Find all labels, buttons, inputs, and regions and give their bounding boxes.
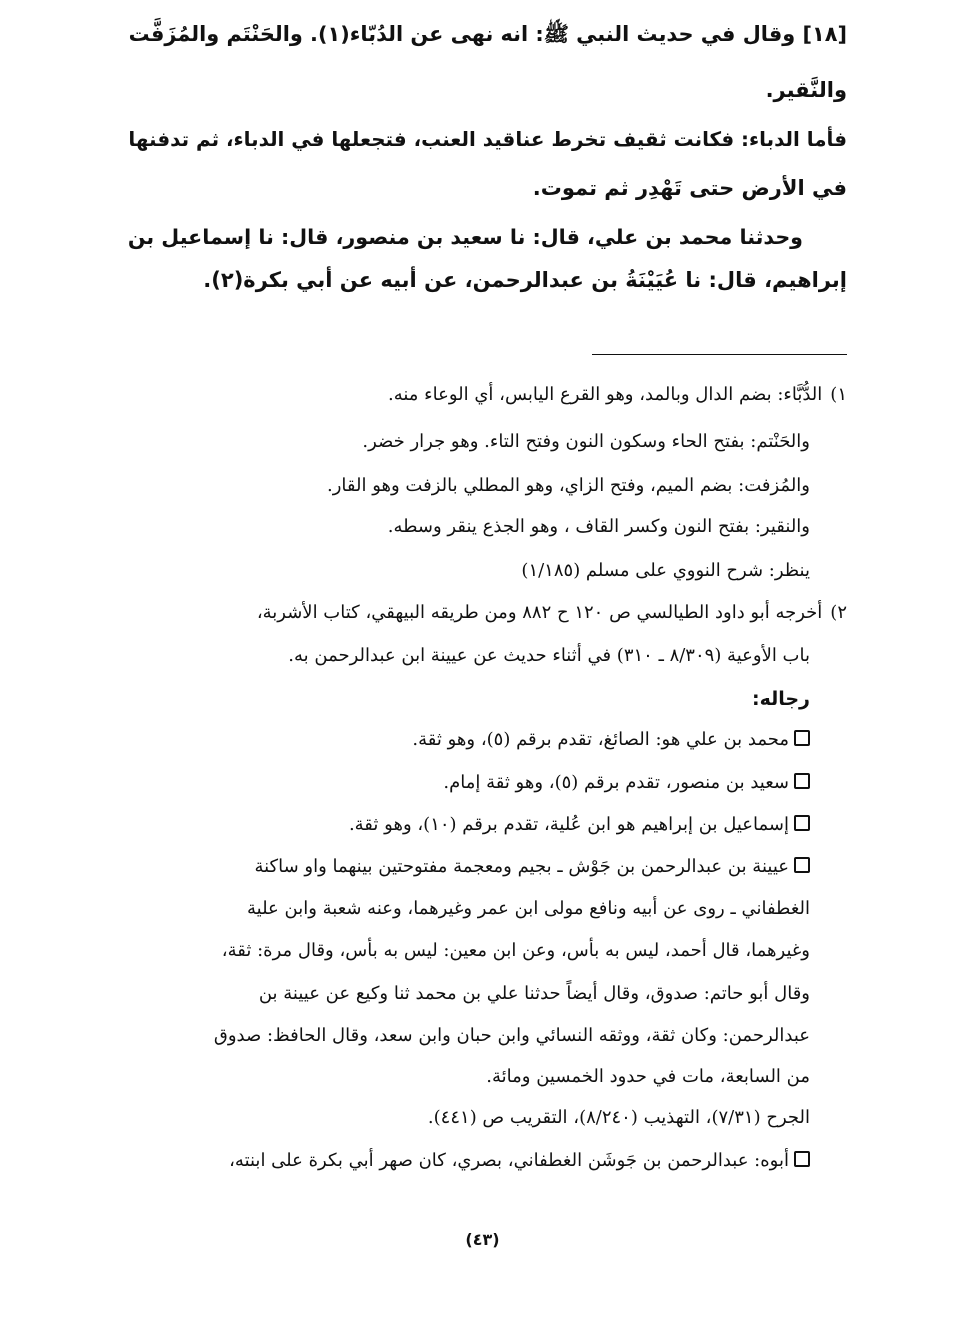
narrator-entry [443,772,810,793]
footnote-number: ١) [830,384,847,405]
footnote-1-line [388,384,847,405]
footnote-1-line: والحَنْتم: بفتح الحاء وسكون النون وفتح التاء. وهو جرار خضر. [362,431,810,452]
main-text-line: والنَّقير. [765,78,847,102]
page-number: (٤٣) [465,1230,500,1249]
footnote-2-line [257,602,847,623]
main-text-line: [١٨] وقال في حديث النبي ﷺ: انه نهى عن الدُبّاء(١). والحَنْتَم والمُزَفَّت [128,22,847,46]
main-text-line: وحدثنا محمد بن علي، قال: نا سعيد بن منصور، قال: نا إسماعيل بن [127,225,803,249]
main-text-line: في الأرض حتى تَهْدِر ثم تموت. [532,176,847,200]
narrator-references: الجرح (٧/٣١)، التهذيب (٨/٢٤٠)، التقريب ص (٤٤١). [427,1107,810,1128]
narrator-text: عيينة بن عبدالرحمن بن جَوْش ـ بجيم ومعجمة مفتوحتين بينهما واو ساكنة [254,856,789,877]
narrator-entry [412,729,810,750]
narrator-entry [229,1150,810,1171]
checkbox-square-icon [794,1151,810,1167]
narrator-entry [349,814,810,835]
footnote-1-line: والمُزفت: بضم الميم، وفتح الزاي، وهو المطلي بالزفت وهو القار. [327,475,810,496]
narrator-entry [254,856,810,877]
narrator-text: محمد بن علي هو: الصائغ، تقدم برقم (٥)، وهو ثقة. [412,729,789,750]
checkbox-square-icon [794,857,810,873]
narrator-continuation: الغطفاني ـ روى عن أبيه ونافع مولى ابن عمر وغيرهما، وعنه شعبة وابن علية [246,898,810,919]
footnote-1-line: ينظر: شرح النووي على مسلم (١/١٨٥) [521,560,810,581]
narrator-continuation: وقال أبو حاتم: صدوق، وقال أيضاً حدثنا علي بن محمد ثنا وكيع عن عيينة بن [258,983,810,1004]
footnote-separator [592,354,847,355]
checkbox-square-icon [794,730,810,746]
checkbox-square-icon [794,773,810,789]
rijal-heading: رجاله: [751,688,810,710]
footnote-1-line: والنقير: بفتح النون وكسر القاف ، وهو الجذع ينقر وسطه. [387,516,810,537]
footnote-2-line: باب الأوعية (٨/٣٠٩ ـ ٣١٠) في أثناء حديث عن عيينة ابن عبدالرحمن به. [288,645,810,666]
main-text-line: إبراهيم، قال: نا عُيَيْنَةُ بن عبدالرحمن، عن أبيه عن أبي بكرة(٢). [203,268,847,292]
narrator-text: سعيد بن منصور، تقدم برقم (٥)، وهو ثقة إمام. [443,772,789,793]
footnote-text: أخرجه أبو داود الطيالسي ص ١٢٠ ح ٨٨٢ ومن طريقه البيهقي، كتاب الأشربة، [256,602,823,623]
narrator-continuation: من السابعة، مات في حدود الخمسين ومائة. [486,1066,810,1087]
narrator-text: إسماعيل بن إبراهيم هو ابن عُلية، تقدم برقم (١٠)، وهو ثقة. [348,814,789,835]
footnote-text: الدُّبَّاء: بضم الدال وبالمد، وهو القرع اليابس، أي الوعاء منه. [387,384,823,405]
narrator-text: أبوه: عبدالرحمن بن جَوشَن الغطفاني، بصري، كان صهر أبي بكرة على ابنته، [229,1150,789,1171]
narrator-continuation: وغيرهما، قال أحمد، ليس به بأس، وعن ابن معين: ليس به بأس، وقال مرة: ثقة، [221,940,810,961]
checkbox-square-icon [794,815,810,831]
narrator-continuation: عبدالرحمن: وكان ثقة، ووثقه النسائي وابن حبان وابن سعد، وقال الحافظ: صدوق [213,1025,810,1046]
footnote-number: ٢) [830,602,847,623]
main-text-line: فأما الدباء: فكانت ثقيف تخرط عناقيد العنب، فتجعلها في الدباء، ثم تدفنها [128,128,847,151]
